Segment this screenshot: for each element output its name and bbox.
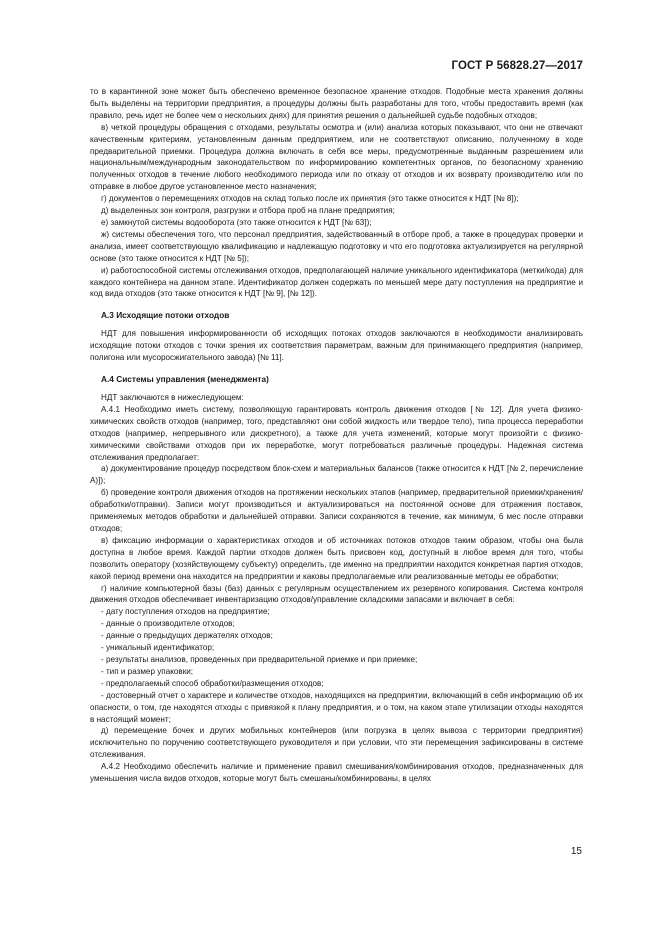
list-item: - данные о производителе отходов; xyxy=(101,619,235,629)
list-item: - предполагаемый способ обработки/размещения отходов; xyxy=(101,678,324,688)
paragraph-continuation: то в карантинной зоне может быть обеспечено временное безопасное хранение отходов. Подобные места хранения должны быть выделены на территории предприятия, а процедуры должны быть разработаны для того, чтобы предоставить время (как правило, речь идет не более чем о нескольких днях) для принятия решения о дальнейшей судьбе подобных отходов; xyxy=(90,87,583,120)
section-a4-item-d: д) перемещение бочек и других мобильных контейнеров (или погрузка в целях вывоза с территории предприятия) исключительно по поручению соответствующего руководителя и при условии, что эти перемещения зафиксированы в системе отслеживания. xyxy=(90,726,583,760)
paragraph-item-zh: ж) системы обеспечения того, что персонал предприятия, задействованный в отборе проб, а также в процедурах проверки и анализа, имеет соответствующую квалификацию и надлежащую подготовку и что его подготовка актуализируется на регулярной основе (это также относится к НДТ [№ 5]); xyxy=(90,229,583,263)
list-item: - результаты анализов, проведенных при предварительной приемке и при приемке; xyxy=(101,654,418,664)
list-item: - достоверный отчет о характере и количестве отходов, находящихся на предприятии, включающий в себя информацию об их опасности, о том, где находятся отходы с привязкой к плану предприятия, и о том, на каком этапе утилизации отходы находятся в настоящий момент; xyxy=(90,690,583,724)
section-a3-text: НДТ для повышения информированности об исходящих потоках отходов заключаются в необходимости анализировать исходящие потоки отходов с точки зрения их соответствия параметрам, важным для принимающего предприятия (например, полигона или мусоросжигательного завода) [№ 11]. xyxy=(90,329,583,363)
paragraph-item-i: и) работоспособной системы отслеживания отходов, предполагающей наличие уникального идентификатора (метки/кода) для каждого контейнера на данном этапе. Идентификатор должен содержать по меньшей мере дату поступления на предприятие и код вида отходов (это также относится к НДТ [№ 9], [№ 12]). xyxy=(90,265,583,299)
list-item: - уникальный идентификатор; xyxy=(101,643,215,653)
list-item: - дату поступления отходов на предприятие; xyxy=(101,607,270,617)
section-heading-a4: А.4 Системы управления (менеджмента) xyxy=(101,374,269,385)
section-heading-a3: А.3 Исходящие потоки отходов xyxy=(101,310,230,321)
section-a4-item-v: в) фиксацию информации о характеристиках отходов и об источниках потоков отходов таким образом, чтобы она была доступна в любое время. Каждой партии отходов должен быть присвоен код, доступный в любое время для того, чтобы позволить оператору (хозяйствующему субъекту) определить, где именно на предприятии находится конкретная партия отходов, какой период времени она находится на предприятии и каковы предполагаемые или реализованные методы ее обработки; xyxy=(90,535,583,581)
list-item: - данные о предыдущих держателях отходов; xyxy=(101,631,273,641)
section-a4-item-b: б) проведение контроля движения отходов на протяжении нескольких этапов (например, предварительной приемки/хранения/обработки/отправки). Записи могут производиться и актуализироваться на постоянной основе для отражения поставок, применяемых методов обработки и дальнейшей отправки. Записи сохраняются в течение, как минимум, 6 мес после отправки отходов; xyxy=(90,488,583,533)
section-a4-intro: НДТ заключаются в нижеследующем: xyxy=(101,393,244,403)
section-a4-1: А.4.1 Необходимо иметь систему, позволяющую гарантировать контроль движения отходов [№ 12]. Для учета физико-химических свойств отходов (например, того, представляют они собой жидкость или твердое тело), типа процесса переработки отходов (например, непрерывного или дискретного), а также для учета изменений, которые могут произойти с физико-химическими свойствами отходов при их переработке, могут потребоваться различные процедуры. Надежная система отслеживания предполагает: xyxy=(90,404,583,462)
document-header: ГОСТ Р 56828.27—2017 xyxy=(451,60,583,72)
section-a4-item-g: г) наличие компьютерной базы (баз) данных с регулярным осуществлением их резервного копирования. Система контроля движения отходов обеспечивает инвентаризацию отходов/управление складскими запасами и включает в себя: xyxy=(90,583,583,605)
paragraph-item-v: в) четкой процедуры обращения с отходами, результаты осмотра и (или) анализа которых показывают, что они не отвечают качественным критериям, установленным данным предприятием, или не соответствуют описанию, полученному в ходе предварительной приемки. Процедура должна включать в себя все меры, предусмотренные выданным разрешением или национальным/международным законодательством по информированию компетентных органов, по безопасному хранению полученных отходов в течение любого необходимого периода или по отказу от отходов и их возврату производителю или по отправке в любое другое установленное место назначения; xyxy=(90,122,583,192)
section-a4-2: А.4.2 Необходимо обеспечить наличие и применение правил смешивания/комбинирования отходов, предназначенных для уменьшения числа видов отходов, которые могут быть смешаны/комбинированы, в целях xyxy=(90,762,583,784)
list-item: - тип и размер упаковки; xyxy=(101,666,194,676)
page-number: 15 xyxy=(570,846,582,857)
paragraph-item-g: г) документов о перемещениях отходов на склад только после их принятия (это также относится к НДТ [№ 8]); xyxy=(101,194,519,204)
document-body xyxy=(90,86,583,785)
section-a4-item-a: а) документирование процедур посредством блок-схем и материальных балансов (также относится к НДТ [№ 2, перечисление А)]); xyxy=(90,464,583,486)
paragraph-item-d: д) выделенных зон контроля, разгрузки и отбора проб на плане предприятия; xyxy=(101,206,395,216)
paragraph-item-e: е) замкнутой системы водооборота (это также относится к НДТ [№ 63]); xyxy=(101,217,372,227)
